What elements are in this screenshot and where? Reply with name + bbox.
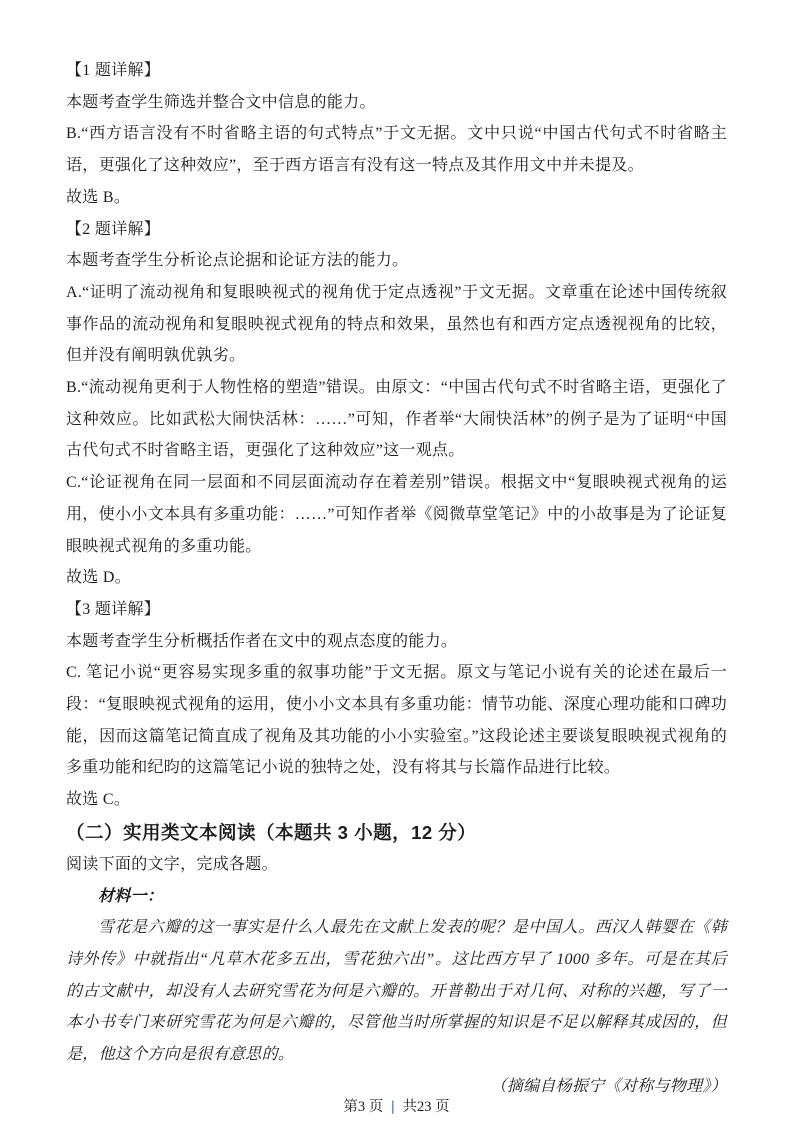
paragraph: 本题考查学生筛选并整合文中信息的能力。	[66, 93, 376, 111]
paragraph: B.“流动视角更利于人物性格的塑造”错误。由原文：“中国古代句式不时省略主语，更强化了这种效应。比如武松大闹快活林：……”可知，作者举“大闹快活林”的例子是为了证明“中国古代句式不时省略主语，更强化了这种效应”这一观点。	[66, 379, 727, 460]
footer-separator: |	[391, 1099, 395, 1115]
section-heading: （二）实用类文本阅读（本题共 3 小题，12 分）	[66, 821, 477, 843]
paragraph: 【3 题详解】	[66, 600, 161, 618]
document-content	[66, 55, 727, 1103]
paragraph: 本题考查学生分析论点论据和论证方法的能力。	[66, 252, 409, 270]
paragraph: 【1 题详解】	[66, 62, 161, 79]
paragraph: 故选 C。	[66, 791, 131, 809]
paragraph: B.“西方语言没有不时省略主语的句式特点”于文无据。文中只说“中国古代句式不时省略主语，更强化了这种效应”，至于西方语言有没有这一特点及其作用文中并未提及。	[66, 125, 727, 175]
paragraph: C. 笔记小说“更容易实现多重的叙事功能”于文无据。原文与笔记小说有关的论述在最后一段：“复眼映视式视角的运用，使小小文本具有多重功能：情节功能、深度心理功能和口碑功能，因而这篇笔记简直成了视角及其功能的小小实验室。”这段论述主要谈复眼映视式视角的多重功能和纪昀的这篇笔记小说的独特之处，没有将其与长篇作品进行比较。	[66, 664, 727, 777]
paragraph: 本题考查学生分析概括作者在文中的观点态度的能力。	[66, 632, 458, 650]
paragraph: A.“证明了流动视角和复眼映视式的视角优于定点透视”于文无据。文章重在论述中国传统叙事作品的流动视角和复眼映视式视角的特点和效果，虽然也有和西方定点透视视角的比较，但并没有阐明孰优孰劣。	[66, 283, 727, 365]
paragraph: 雪花是六瓣的这一事实是什么人最先在文献上发表的呢？是中国人。西汉人韩婴在《韩诗外传》中就指出“凡草木花多五出，雪花独六出”。这比西方早了 1000 多年。可是在其后的古文献中，却没有人去研究雪花为何是六瓣的。开普勒出于对几何、对称的兴趣，写了一本小书专门来研究雪花为何是六瓣的，尽管他当时所掌握的知识是不足以解释其成因的，但是，他这个方向是很有意思的。	[66, 919, 727, 1064]
footer-page-total: 共23 页	[402, 1099, 450, 1115]
paragraph: 故选 D。	[66, 569, 132, 587]
paragraph: 【2 题详解】	[66, 220, 161, 238]
page-footer	[0, 1095, 793, 1116]
paragraph: 故选 B。	[66, 188, 131, 206]
paragraph: 阅读下面的文字，完成各题。	[66, 855, 278, 873]
footer-page-current: 第3 页	[343, 1099, 384, 1115]
paragraph: 材料一：	[98, 887, 164, 905]
paragraph: C.“论证视角在同一层面和不同层面流动存在着差别”错误。根据文中“复眼映视式视角的运用，使小小文本具有多重功能：……”可知作者举《阅微草堂笔记》中的小故事是为了论证复眼映视式视角的多重功能。	[66, 474, 727, 555]
paragraph: （摘编自杨振宁《对称与物理》）	[490, 1077, 727, 1095]
